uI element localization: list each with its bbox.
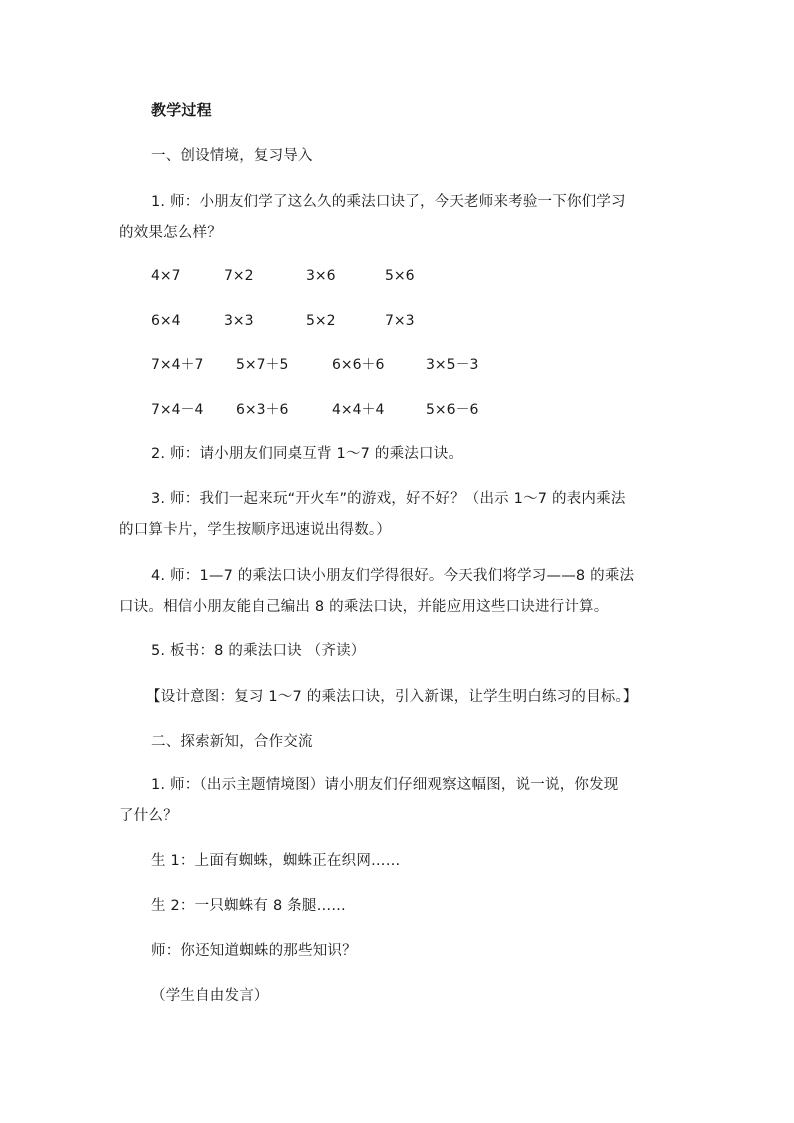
section1-item4-line2: 口诀。相信小朋友能自己编出 8 的乘法口诀，并能应用这些口诀进行计算。 — [119, 599, 609, 615]
section1-heading: 一、创设情境，复习导入 — [151, 148, 313, 164]
problem-cell: 7×2 — [224, 268, 254, 284]
problem-cell: 7×4－4 — [151, 402, 204, 418]
problem-cell: 5×6 — [385, 268, 415, 284]
problem-cell: 3×6 — [306, 268, 336, 284]
section1-item1-line2: 的效果怎么样？ — [119, 225, 222, 241]
section1-item3-line2: 的口算卡片，学生按顺序迅速说出得数。） — [119, 522, 392, 538]
section2-heading: 二、探索新知，合作交流 — [151, 734, 313, 750]
problem-cell: 5×2 — [306, 313, 336, 329]
page-title: 教学过程 — [151, 101, 212, 119]
problem-cell: 6×4 — [151, 313, 181, 329]
problem-cell: 4×4＋4 — [332, 402, 385, 418]
problem-cell: 3×3 — [224, 313, 254, 329]
section1-item1-line1: 1. 师：小朋友们学了这么久的乘法口诀了，今天老师来考验一下你们学习 — [151, 194, 626, 210]
section1-item5: 5. 板书：8 的乘法口诀 （齐读） — [151, 643, 366, 659]
teacher-question: 师：你还知道蜘蛛的那些知识？ — [151, 943, 357, 959]
section1-item4-line1: 4. 师：1—7 的乘法口诀小朋友们学得很好。今天我们将学习——8 的乘法 — [151, 568, 635, 584]
student2-response: 生 2：一只蜘蛛有 8 条腿…… — [151, 898, 346, 914]
problem-cell: 6×6＋6 — [332, 357, 385, 373]
design-intent: 【设计意图：复习 1～7 的乘法口诀，引入新课，让学生明白练习的目标。】 — [146, 689, 638, 705]
problem-cell: 7×3 — [385, 313, 415, 329]
problem-cell: 4×7 — [151, 268, 181, 284]
problem-cell: 5×7＋5 — [236, 357, 289, 373]
section2-item1-line2: 了什么？ — [119, 808, 178, 824]
free-speech-note: （学生自由发言） — [151, 988, 269, 1004]
section1-item3-line1: 3. 师：我们一起来玩“开火车”的游戏，好不好？（出示 1～7 的表内乘法 — [151, 491, 626, 507]
problem-cell: 5×6－6 — [426, 402, 479, 418]
problem-cell: 3×5－3 — [426, 357, 479, 373]
problem-cell: 7×4＋7 — [151, 357, 204, 373]
problem-cell: 6×3＋6 — [236, 402, 289, 418]
section2-item1-line1: 1. 师：（出示主题情境图）请小朋友们仔细观察这幅图，说一说，你发现 — [151, 777, 619, 793]
student1-response: 生 1：上面有蜘蛛，蜘蛛正在织网…… — [151, 853, 401, 869]
section1-item2: 2. 师：请小朋友们同桌互背 1～7 的乘法口诀。 — [151, 446, 464, 462]
